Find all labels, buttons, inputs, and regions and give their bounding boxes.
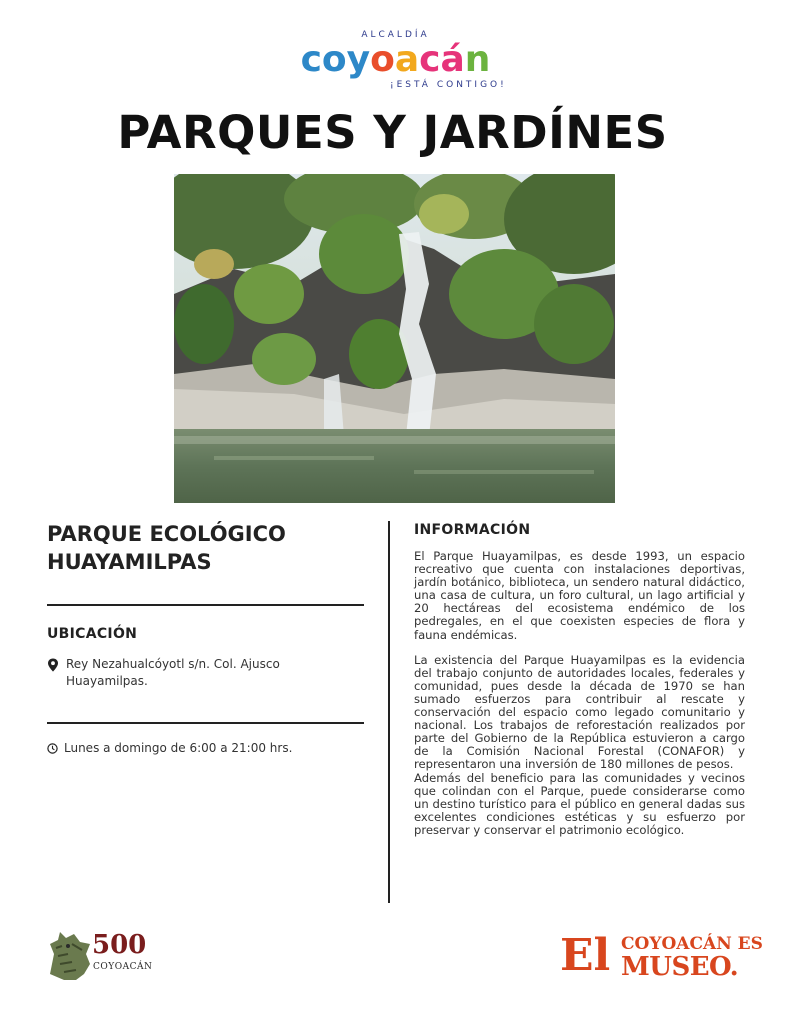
logo-letter: c [419, 39, 441, 80]
info-paragraph: La existencia del Parque Huayamilpas es la evidencia del trabajo conjunto de autoridades locales, federales y comunidad, pues desde la década de 1970 se han sumado esfuerzos para contribuir al rescate y conservación del espacio como legado comunitario y nacional. Los trabajos de reforestación realizados por parte del Gobierno de la República estuvieron a cargo de la Comisión Nacional Forestal (CONAFOR) y representaron una inversión de 180 millones de pesos. [414, 652, 745, 772]
map-pin-icon [47, 658, 59, 672]
clock-icon [47, 743, 58, 754]
museo-logo-top: COYOACÁN ES [621, 934, 763, 954]
logo-letter: á [440, 39, 465, 80]
museo-logo-bottom: MUSEO. [621, 952, 739, 982]
park-waterfall-photo [174, 174, 615, 503]
info-paragraph: El Parque Huayamilpas, es desde 1993, un espacio recreativo que cuenta con instalaciones deportivas, jardín botánico, biblioteca, un sendero natural didáctico, una casa de cultura, un foro cultural, un lago artificial y 20 hectáreas del ecosistema endémico de los pedregales, en el que coexisten especies de flora y fauna endémicas. [414, 549, 745, 642]
logo-letter: a [394, 39, 420, 80]
logo-letter: y [346, 39, 371, 80]
park-name: PARQUE ECOLÓGICO HUAYAMILPAS [47, 522, 286, 574]
column-divider [388, 521, 390, 903]
logo-kicker: ALCALDÍA [361, 30, 430, 40]
address-text: Rey Nezahualcóyotl s/n. Col. Ajusco Huayamilpas. [66, 657, 280, 688]
location-heading: UBICACIÓN [47, 626, 138, 642]
page-title: PARQUES Y JARDÍNES [117, 106, 668, 159]
logo-letter: n [464, 39, 491, 80]
logo-letter: o [321, 39, 347, 80]
info-heading: INFORMACIÓN [414, 522, 531, 538]
logo-500-number: 500 [92, 930, 147, 960]
logo-letter: c [300, 39, 322, 80]
museo-logo-el: El [560, 930, 611, 981]
logo-tagline: ¡ESTÁ CONTIGO! [390, 80, 507, 90]
info-paragraph: Además del beneficio para las comunidades y vecinos que colindan con el Parque, puede considerarse como un destino turístico para el público en general dadas sus excelentes condiciones estéticas y su esfuerzo por preservar y conservar el patrimonio ecológico. [414, 770, 745, 837]
divider-rule [47, 722, 364, 724]
info-body [414, 550, 745, 849]
opening-hours: Lunes a domingo de 6:00 a 21:00 hrs. [64, 741, 293, 755]
logo-500-subtitle: COYOACÁN [93, 962, 153, 972]
logo-letter: o [370, 39, 395, 80]
coyoacan-logo [0, 38, 791, 82]
divider-rule [47, 604, 364, 606]
